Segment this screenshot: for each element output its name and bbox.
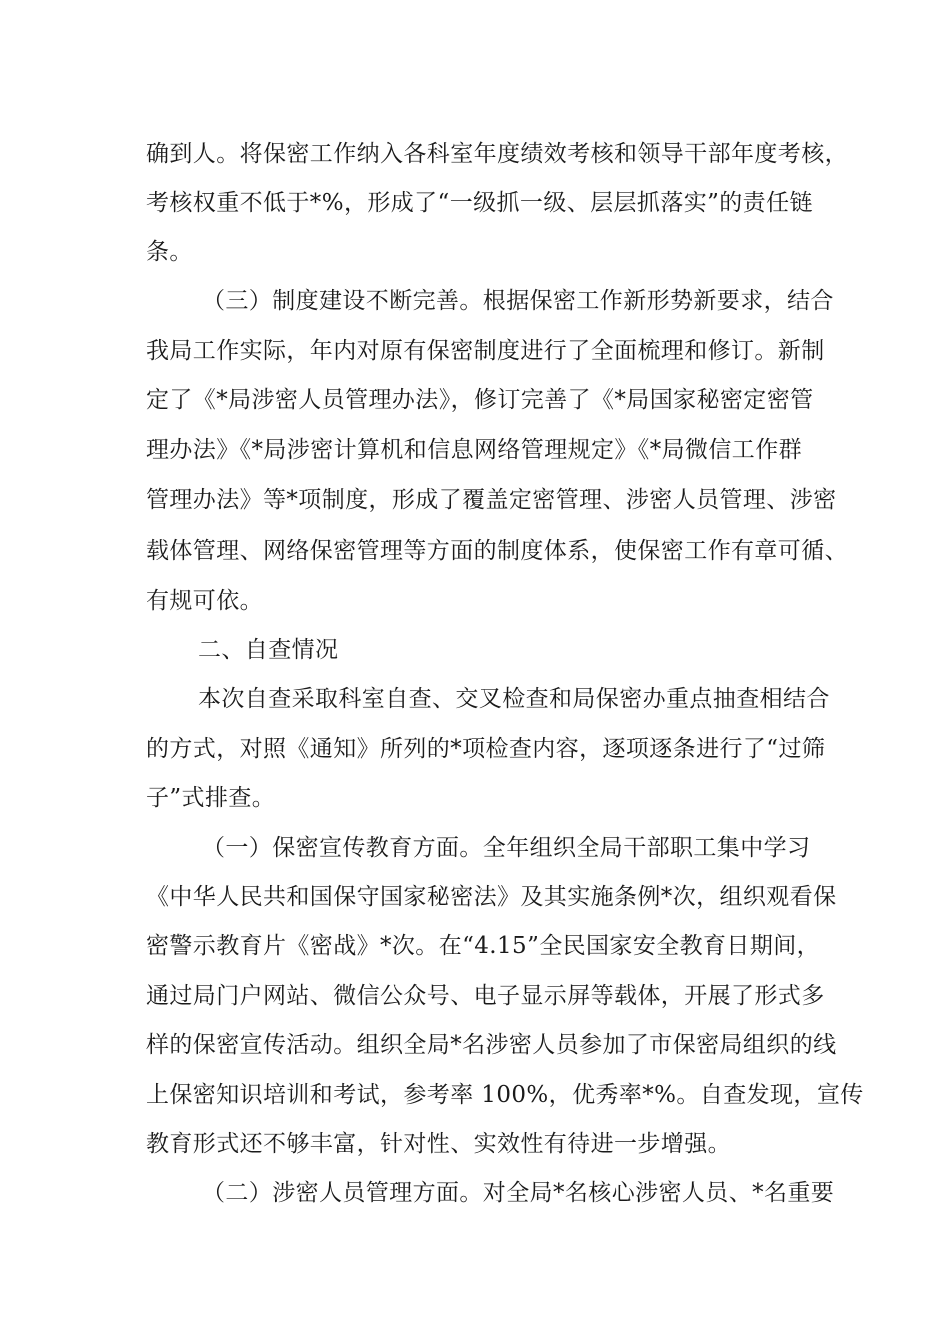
text-line: 样的保密宣传活动。组织全局*名涉密人员参加了市保密局组织的线	[146, 1032, 837, 1058]
text-line: 载体管理、网络保密管理等方面的制度体系，使保密工作有章可循、	[146, 538, 848, 564]
text-line: 的方式，对照《通知》所列的*项检查内容，逐项逐条进行了“过筛	[146, 736, 826, 762]
text-line: 教育形式还不够丰富，针对性、实效性有待进一步增强。	[146, 1131, 731, 1157]
text-line: 有规可依。	[146, 588, 263, 614]
text-line: 密警示教育片《密战》*次。在“4.15”全民国家安全教育日期间，	[146, 933, 821, 959]
text-line: 考核权重不低于*%，形成了“一级抓一级、层层抓落实”的责任链	[146, 190, 813, 216]
section-heading-2-personnel: （二）涉密人员管理方面。对全局*名核心涉密人员、*名重要	[202, 1180, 835, 1206]
text-line: 确到人。将保密工作纳入各科室年度绩效考核和领导干部年度考核，	[146, 141, 848, 167]
section-heading-2: 二、自查情况	[198, 637, 339, 663]
text-line: 管理办法》等*项制度，形成了覆盖定密管理、涉密人员管理、涉密	[146, 487, 837, 513]
text-line: 子”式排查。	[146, 785, 276, 811]
text-line: 理办法》《*局涉密计算机和信息网络管理规定》《*局微信工作群	[146, 437, 802, 463]
text-line: 《中华人民共和国保守国家秘密法》及其实施条例*次，组织观看保	[146, 884, 837, 910]
text-line: 我局工作实际，年内对原有保密制度进行了全面梳理和修订。新制	[146, 338, 825, 364]
paragraph-start: 本次自查采取科室自查、交叉检查和局保密办重点抽查相结合	[198, 686, 830, 712]
text-line: 上保密知识培训和考试，参考率 100%，优秀率*%。自查发现，宣传	[146, 1082, 864, 1108]
text-line: 通过局门户网站、微信公众号、电子显示屏等载体，开展了形式多	[146, 983, 825, 1009]
section-heading-1: （一）保密宣传教育方面。全年组织全局干部职工集中学习	[202, 835, 811, 861]
text-line: 定了《*局涉密人员管理办法》，修订完善了《*局国家秘密定密管	[146, 387, 814, 413]
text-line: 条。	[146, 239, 193, 265]
section-heading-3: （三）制度建设不断完善。根据保密工作新形势新要求，结合	[202, 288, 834, 314]
